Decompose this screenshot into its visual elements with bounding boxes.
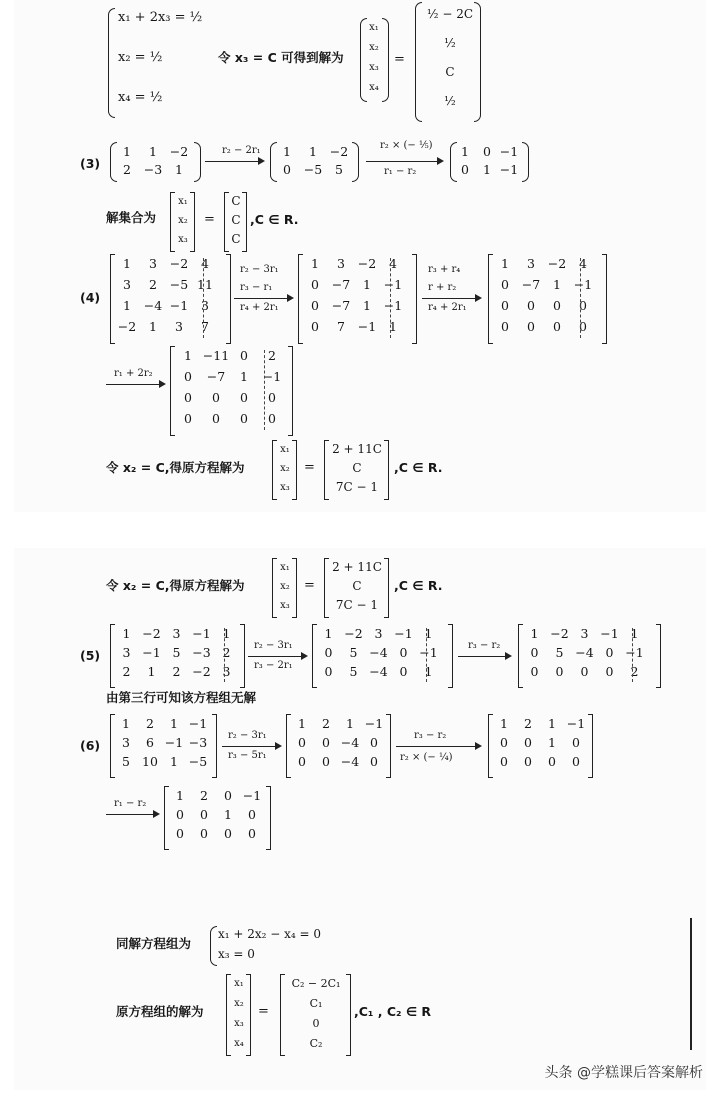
row-op: r₃ − r₂ xyxy=(468,640,501,651)
row-op: r + r₂ xyxy=(428,282,457,293)
bracket-right xyxy=(292,440,297,500)
matrix-cell: 0 xyxy=(311,319,319,334)
matrix-cell: 3 xyxy=(175,319,183,334)
matrix-cell: 1 xyxy=(483,162,491,177)
matrix-cell: −1 xyxy=(262,369,282,384)
augment-divider xyxy=(426,628,427,682)
matrix-cell: 3 xyxy=(172,626,181,641)
matrix-cell: 0 xyxy=(240,411,248,426)
matrix-cell: 0 xyxy=(322,735,330,750)
row-op: r₁ − r₂ xyxy=(114,798,147,809)
matrix-cell: −1 xyxy=(192,626,211,641)
matrix-cell: 1 xyxy=(147,664,156,679)
augment-divider xyxy=(390,258,391,338)
matrix-cell: 2 xyxy=(630,664,639,679)
matrix-cell: −2 xyxy=(192,664,211,679)
equals: = xyxy=(204,212,215,227)
section-label: (4) xyxy=(80,290,101,305)
matrix-cell: −4 xyxy=(575,645,594,660)
matrix-cell: −11 xyxy=(202,348,230,363)
matrix-cell: 11 xyxy=(197,277,213,292)
bracket-right xyxy=(242,192,247,252)
system-brace xyxy=(108,8,115,118)
matrix-cell: 7 xyxy=(201,319,209,334)
bracket-right xyxy=(226,254,231,344)
equation: x₄ = ½ xyxy=(118,90,163,105)
var-vector: x₁ x₂ x₃ xyxy=(178,196,188,245)
matrix-cell: 3 xyxy=(337,256,345,271)
matrix-cell: 0 xyxy=(370,735,378,750)
matrix-cell: −1 xyxy=(242,788,262,803)
matrix-cell: 0 xyxy=(500,754,508,769)
matrix-cell: 0 xyxy=(240,390,248,405)
matrix-cell: −4 xyxy=(369,664,388,679)
var-vector: x₁ x₂ x₃ x₄ xyxy=(369,22,379,93)
matrix-cell: 0 xyxy=(311,277,319,292)
matrix-cell: 5 xyxy=(349,645,358,660)
matrix-cell: 10 xyxy=(142,754,158,769)
matrix-cell: 1 xyxy=(389,319,397,334)
matrix-cell: 0 xyxy=(176,807,184,822)
matrix-cell: 6 xyxy=(146,735,154,750)
matrix-cell: −1 xyxy=(566,716,586,731)
row-op: r₄ + 2r₁ xyxy=(428,302,467,313)
solution-vector: 2 + 11C C 7C − 1 xyxy=(332,442,382,494)
bracket-right xyxy=(352,142,359,182)
matrix-cell: 0 xyxy=(580,664,589,679)
matrix-cell: 1 xyxy=(283,144,291,159)
matrix-cell: 3 xyxy=(527,256,535,271)
matrix-cell: 1 xyxy=(240,369,248,384)
bracket-right xyxy=(190,192,195,252)
equation: x₃ = 0 xyxy=(218,947,255,961)
matrix-cell: −1 xyxy=(600,626,619,641)
augment-divider xyxy=(580,258,581,338)
matrix-cell: 0 xyxy=(572,735,580,750)
matrix-cell: 5 xyxy=(555,645,564,660)
matrix-cell: −7 xyxy=(521,277,541,292)
arrow xyxy=(106,384,164,385)
matrix-cell: 1 xyxy=(170,716,178,731)
matrix-cell: −3 xyxy=(188,735,208,750)
matrix-cell: 0 xyxy=(200,807,208,822)
matrix-cell: −3 xyxy=(143,162,163,177)
row-op: r₂ × (− ⅕) xyxy=(380,140,433,151)
row-op: r₃ − 5r₁ xyxy=(228,750,267,761)
matrix-cell: 1 xyxy=(224,807,232,822)
matrix-cell: 0 xyxy=(248,807,256,822)
bracket-right xyxy=(522,142,529,182)
matrix-cell: 0 xyxy=(399,664,408,679)
arrow xyxy=(366,161,442,162)
matrix-cell: 0 xyxy=(548,754,556,769)
matrix-cell: −2 xyxy=(550,626,569,641)
matrix-cell: −1 xyxy=(364,716,384,731)
matrix-cell: −5 xyxy=(188,754,208,769)
matrix-cell: 0 xyxy=(555,664,564,679)
bracket-right xyxy=(602,254,607,344)
matrix-cell: −2 xyxy=(169,144,189,159)
matrix-cell: 2 xyxy=(322,716,330,731)
bracket-right xyxy=(386,714,391,778)
bracket-right xyxy=(384,440,389,500)
matrix-cell: 0 xyxy=(605,664,614,679)
augment-divider xyxy=(224,628,225,682)
matrix-cell: 0 xyxy=(212,390,220,405)
equals: = xyxy=(258,1004,269,1019)
matrix-cell: 4 xyxy=(389,256,397,271)
matrix-cell: 1 xyxy=(461,144,469,159)
matrix-cell: 0 xyxy=(605,645,614,660)
matrix-cell: 0 xyxy=(248,826,256,841)
bracket-right xyxy=(212,714,217,778)
statement: 同解方程组为 xyxy=(116,936,192,951)
bracket-right xyxy=(288,346,293,436)
arrow xyxy=(205,161,263,162)
arrow xyxy=(106,814,158,815)
matrix-cell: −2 xyxy=(117,319,137,334)
row-op: r₂ × (− ¼) xyxy=(400,752,453,763)
matrix-cell: 1 xyxy=(175,162,183,177)
matrix-cell: 0 xyxy=(268,411,276,426)
row-op: r₃ − r₂ xyxy=(414,730,447,741)
row-op: r₃ + r₄ xyxy=(428,264,461,275)
equation: x₁ + 2x₂ − x₄ = 0 xyxy=(218,927,322,941)
solution-vector: 2 + 11C C 7C − 1 xyxy=(332,560,382,612)
matrix-cell: 1 xyxy=(424,626,433,641)
matrix-cell: 0 xyxy=(500,735,508,750)
matrix-cell: −1 xyxy=(499,162,519,177)
matrix-cell: 1 xyxy=(501,256,509,271)
section-label: (3) xyxy=(80,156,101,171)
bracket-right xyxy=(412,254,417,344)
bracket-right xyxy=(448,624,453,688)
matrix-cell: 1 xyxy=(123,298,131,313)
matrix-cell: 0 xyxy=(200,826,208,841)
matrix-cell: −1 xyxy=(169,298,189,313)
bracket-right xyxy=(246,974,251,1056)
solution-vector: C C C xyxy=(231,194,241,246)
statement: 令 x₂ = C,得原方程解为 xyxy=(106,460,245,475)
matrix-cell: 1 xyxy=(363,277,371,292)
matrix-cell: 5 xyxy=(335,162,343,177)
statement: 原方程组的解为 xyxy=(116,1004,204,1019)
watermark: 头条 @学糕课后答案解析 xyxy=(544,1065,703,1081)
matrix-cell: 2 xyxy=(524,716,532,731)
arrow xyxy=(396,746,480,747)
matrix-cell: 1 xyxy=(123,144,131,159)
matrix-cell: 1 xyxy=(309,144,317,159)
matrix-cell: 0 xyxy=(553,298,561,313)
arrow xyxy=(222,746,280,747)
matrix-cell: 1 xyxy=(553,277,561,292)
condition: ,C ∈ R. xyxy=(394,460,443,475)
condition: ,C ∈ R. xyxy=(250,212,299,227)
matrix-cell: 1 xyxy=(311,256,319,271)
matrix-cell: 1 xyxy=(170,754,178,769)
matrix-cell: −1 xyxy=(383,277,403,292)
matrix-cell: −7 xyxy=(331,298,351,313)
matrix-cell: 0 xyxy=(527,298,535,313)
bracket-right xyxy=(194,142,201,182)
equals: = xyxy=(304,578,315,593)
matrix-cell: 2 xyxy=(123,162,131,177)
row-op: r₁ + 2r₂ xyxy=(114,368,153,379)
row-op: r₁ − r₂ xyxy=(384,166,417,177)
matrix-cell: 0 xyxy=(370,754,378,769)
matrix-cell: 0 xyxy=(212,411,220,426)
matrix-cell: 3 xyxy=(122,735,130,750)
solution-vector: C₂ − 2C₁ C₁ 0 C₂ xyxy=(291,977,341,1050)
matrix-cell: −2 xyxy=(142,626,161,641)
bracket-right xyxy=(292,558,297,618)
matrix-cell: 1 xyxy=(298,716,306,731)
matrix-cell: 3 xyxy=(580,626,589,641)
matrix-cell: 2 xyxy=(222,645,231,660)
matrix-cell: 0 xyxy=(298,754,306,769)
bracket-right xyxy=(656,624,661,688)
matrix-cell: 2 xyxy=(200,788,208,803)
augment-divider xyxy=(264,350,265,430)
section-label: (5) xyxy=(80,648,101,663)
matrix-cell: 2 xyxy=(149,277,157,292)
condition: ,C ∈ R. xyxy=(394,578,443,593)
matrix-cell: 3 xyxy=(222,664,231,679)
matrix-cell: 2 xyxy=(268,348,276,363)
matrix-cell: −5 xyxy=(303,162,323,177)
bracket-right xyxy=(588,714,593,778)
row-op: r₃ − 2r₁ xyxy=(254,660,293,671)
matrix-cell: 0 xyxy=(501,277,509,292)
arrow xyxy=(234,298,292,299)
conclusion: 由第三行可知该方程组无解 xyxy=(106,690,257,705)
matrix-cell: 0 xyxy=(224,788,232,803)
matrix-cell: 0 xyxy=(501,319,509,334)
matrix-cell: 2 xyxy=(122,664,131,679)
matrix-cell: 0 xyxy=(524,754,532,769)
page-gap xyxy=(0,512,719,548)
matrix-cell: −4 xyxy=(340,735,360,750)
statement: 令 x₃ = C 可得到解为 xyxy=(218,50,344,65)
section-label: (6) xyxy=(80,738,101,753)
matrix-cell: −2 xyxy=(344,626,363,641)
matrix-cell: 0 xyxy=(283,162,291,177)
matrix-cell: 1 xyxy=(184,348,192,363)
matrix-cell: 4 xyxy=(201,256,209,271)
matrix-cell: 1 xyxy=(363,298,371,313)
matrix-cell: −5 xyxy=(169,277,189,292)
matrix-cell: −4 xyxy=(143,298,163,313)
matrix-cell: 3 xyxy=(149,256,157,271)
matrix-cell: 1 xyxy=(149,319,157,334)
matrix-cell: 1 xyxy=(123,256,131,271)
var-vector: x₁ x₂ x₃ x₄ xyxy=(234,978,244,1049)
matrix-cell: 0 xyxy=(527,319,535,334)
matrix-cell: 0 xyxy=(553,319,561,334)
arrow xyxy=(458,656,510,657)
matrix-cell: 0 xyxy=(184,369,192,384)
matrix-cell: −7 xyxy=(206,369,226,384)
bracket-right xyxy=(266,786,271,850)
matrix-cell: 0 xyxy=(524,735,532,750)
equals: = xyxy=(394,52,405,67)
bracket-right xyxy=(346,974,351,1056)
augment-divider xyxy=(203,258,204,338)
condition: ,C₁ , C₂ ∈ R xyxy=(354,1004,432,1019)
matrix-cell: 0 xyxy=(579,319,587,334)
matrix-cell: −3 xyxy=(192,645,211,660)
matrix-cell: 0 xyxy=(579,298,587,313)
matrix-cell: 0 xyxy=(311,298,319,313)
equation: x₂ = ½ xyxy=(118,50,163,65)
row-op: r₄ + 2r₁ xyxy=(240,302,279,313)
matrix-cell: −1 xyxy=(188,716,208,731)
matrix-cell: 1 xyxy=(324,626,333,641)
matrix-cell: 5 xyxy=(172,645,181,660)
statement: 解集合为 xyxy=(106,210,157,225)
matrix-cell: −2 xyxy=(329,144,349,159)
matrix-cell: −1 xyxy=(142,645,161,660)
matrix-cell: 0 xyxy=(324,645,333,660)
matrix-cell: 7 xyxy=(337,319,345,334)
bracket-right xyxy=(240,624,245,688)
bracket-right xyxy=(384,558,389,618)
matrix-cell: −2 xyxy=(547,256,567,271)
matrix-cell: −1 xyxy=(573,277,593,292)
matrix-cell: 1 xyxy=(122,626,131,641)
equation: x₁ + 2x₃ = ½ xyxy=(118,10,203,25)
bracket-right xyxy=(474,2,481,122)
matrix-cell: 3 xyxy=(201,298,209,313)
matrix-cell: 1 xyxy=(424,664,433,679)
row-op: r₂ − 3r₁ xyxy=(240,264,279,275)
matrix-cell: 0 xyxy=(240,348,248,363)
matrix-cell: 1 xyxy=(176,788,184,803)
matrix-cell: 2 xyxy=(172,664,181,679)
solution-vector: ½ − 2C ½ C ½ xyxy=(426,7,474,108)
matrix-cell: −1 xyxy=(383,298,403,313)
matrix-cell: 0 xyxy=(324,664,333,679)
matrix-cell: 3 xyxy=(374,626,383,641)
matrix-cell: 3 xyxy=(123,277,131,292)
arrow xyxy=(248,656,306,657)
row-op: r₂ − 3r₁ xyxy=(228,730,267,741)
matrix-cell: 0 xyxy=(483,144,491,159)
matrix-cell: 0 xyxy=(501,298,509,313)
matrix-cell: −1 xyxy=(625,645,644,660)
bracket-right xyxy=(382,18,389,102)
matrix-cell: −4 xyxy=(369,645,388,660)
matrix-cell: 3 xyxy=(122,645,131,660)
matrix-cell: 0 xyxy=(184,411,192,426)
matrix-cell: 0 xyxy=(530,645,539,660)
matrix-cell: 5 xyxy=(122,754,130,769)
matrix-cell: 1 xyxy=(222,626,231,641)
row-op: r₂ − 3r₁ xyxy=(254,640,293,651)
matrix-cell: −1 xyxy=(499,144,519,159)
matrix-cell: 0 xyxy=(184,390,192,405)
matrix-cell: 1 xyxy=(149,144,157,159)
statement: 令 x₂ = C,得原方程解为 xyxy=(106,578,245,593)
matrix-cell: 0 xyxy=(224,826,232,841)
augment-divider xyxy=(632,628,633,682)
var-vector: x₁ x₂ x₃ xyxy=(280,444,290,493)
matrix-cell: 1 xyxy=(630,626,639,641)
matrix-cell: 4 xyxy=(579,256,587,271)
matrix-cell: 0 xyxy=(461,162,469,177)
matrix-cell: 0 xyxy=(530,664,539,679)
matrix-cell: 0 xyxy=(399,645,408,660)
matrix-cell: 1 xyxy=(548,716,556,731)
matrix-cell: −4 xyxy=(340,754,360,769)
matrix-cell: −2 xyxy=(169,256,189,271)
matrix-cell: 2 xyxy=(146,716,154,731)
matrix-cell: −1 xyxy=(357,319,377,334)
row-op: r₂ − 2r₁ xyxy=(222,145,261,156)
matrix-cell: 1 xyxy=(548,735,556,750)
matrix-cell: 5 xyxy=(349,664,358,679)
var-vector: x₁ x₂ x₃ xyxy=(280,562,290,611)
matrix-cell: 1 xyxy=(530,626,539,641)
matrix-cell: 0 xyxy=(268,390,276,405)
arrow xyxy=(422,298,480,299)
matrix-cell: 1 xyxy=(346,716,354,731)
matrix-cell: −1 xyxy=(164,735,184,750)
row-op: r₃ − r₁ xyxy=(240,282,273,293)
system-brace xyxy=(210,926,217,966)
matrix-cell: −1 xyxy=(419,645,438,660)
matrix-cell: −7 xyxy=(331,277,351,292)
matrix-cell: −1 xyxy=(394,626,413,641)
matrix-cell: 0 xyxy=(298,735,306,750)
margin-line xyxy=(690,918,692,1050)
matrix-cell: 1 xyxy=(500,716,508,731)
equals: = xyxy=(304,460,315,475)
matrix-cell: 0 xyxy=(572,754,580,769)
matrix-cell: 0 xyxy=(176,826,184,841)
matrix-cell: 0 xyxy=(322,754,330,769)
matrix-cell: −2 xyxy=(357,256,377,271)
matrix-cell: 1 xyxy=(122,716,130,731)
